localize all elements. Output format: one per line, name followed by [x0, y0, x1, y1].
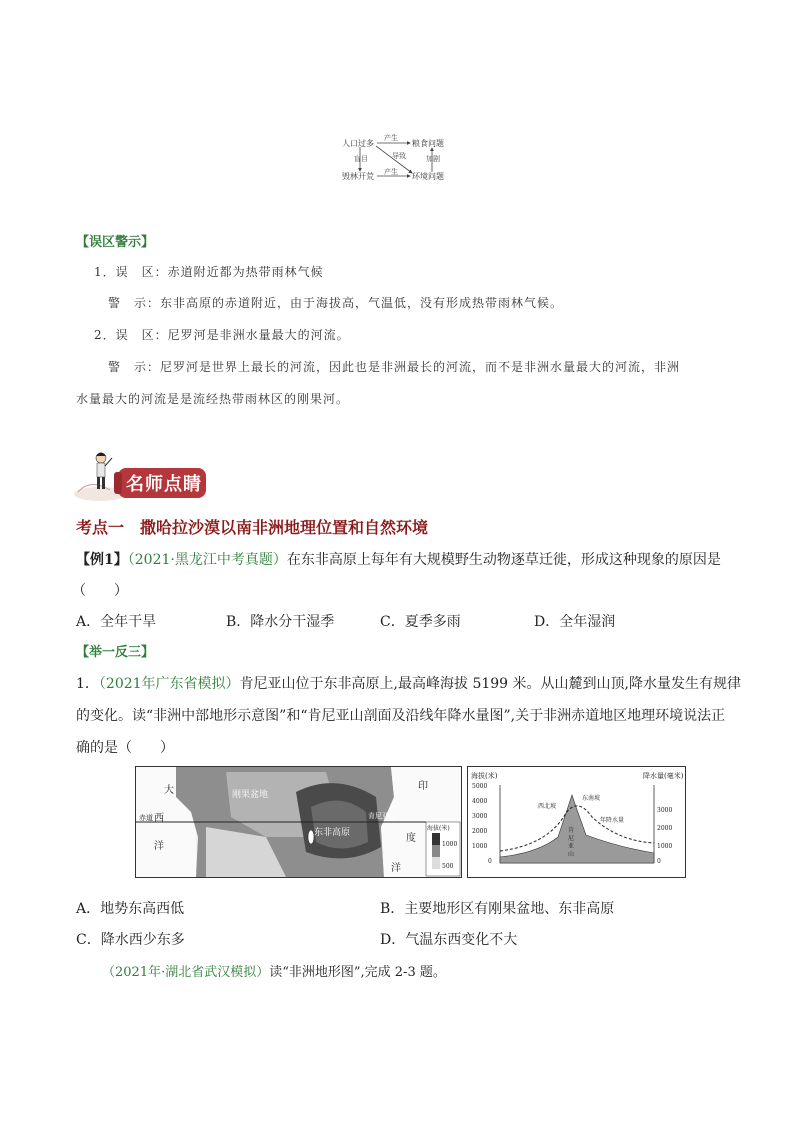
example-1-text: 在东非高原上每年有大规模野生动物逐草迁徙，形成这种现象的原因是 [286, 552, 721, 568]
mistake-1: 1．误 区：赤道附近都为热带雨林气候 [94, 265, 324, 279]
question-1-option-c: C．降水西少东多 [76, 932, 185, 948]
profile-left-tick-4000: 4000 [472, 798, 488, 805]
profile-mountain-char-3: 亚 [568, 843, 575, 850]
profile-left-tick-5000: 5000 [472, 783, 488, 790]
profile-mountain-char-1: 肯 [568, 827, 575, 834]
flow-node-food: 粮食问题 [412, 139, 444, 148]
example-1-option-c: C．夏季多雨 [380, 614, 461, 630]
question-1-line2: 的变化。读“非洲中部地形示意图”和“肯尼亚山剖面及沿线年降水量图”,关于非洲赤道地区地理环境说法正 [76, 708, 726, 724]
profile-left-tick-1000: 1000 [472, 843, 488, 850]
example-1-option-d: D．全年湿润 [534, 614, 616, 630]
question-1-line1 [76, 673, 741, 693]
next-questions-source: （2021年·湖北省武汉模拟） [102, 965, 270, 980]
profile-left-tick-0: 0 [488, 858, 492, 865]
map-label-atlantic-3: 洋 [154, 841, 164, 852]
profile-graphic [468, 767, 685, 877]
central-africa-terrain-map [135, 766, 462, 878]
flow-node-deforestation: 毁林开荒 [342, 172, 374, 181]
question-1-option-d: D．气温东西变化不大 [380, 932, 518, 948]
example-1-option-b: B．降水分干湿季 [226, 614, 335, 630]
map-label-indian-3: 洋 [391, 863, 401, 874]
flow-label-produce-top: 产生 [384, 134, 398, 142]
profile-right-tick-2000: 2000 [657, 825, 673, 832]
map-legend-1000: 1000 [442, 841, 458, 848]
profile-label-precip: 年降水量 [600, 817, 625, 824]
mistake-1-warning: 警 示：东非高原的赤道附近，由于海拔高，气温低，没有形成热带雨林气候。 [108, 296, 564, 310]
example-1-source: （2021·黑龙江中考真题） [127, 552, 287, 568]
profile-label-se-slope: 东南坡 [582, 795, 601, 802]
question-1-source: （2021年广东省模拟） [98, 676, 240, 692]
profile-left-title: 海拔(米) [471, 772, 498, 780]
example-1-option-a: A．全年干旱 [76, 614, 157, 630]
mistake-2-warning-line1: 警 示：尼罗河是世界上最长的河流，因此也是非洲最长的河流，而不是非洲水量最大的河流，非洲 [108, 360, 681, 374]
teacher-tips-banner [70, 448, 210, 504]
mistakes-tag: 【误区警示】 [76, 235, 155, 250]
flow-label-blind: 盲目 [354, 155, 368, 163]
mistake-2-warning-line2: 水量最大的河流是是流经热带雨林区的刚果河。 [76, 392, 350, 406]
flow-node-environment: 环境问题 [412, 172, 444, 181]
kenya-profile-chart [467, 766, 686, 878]
map-label-congo-basin: 刚果盆地 [232, 790, 269, 800]
question-1-line3: 确的是（ ） [76, 740, 174, 756]
profile-label-nw-slope: 西北坡 [538, 803, 557, 810]
map-label-equator: 赤道 [139, 814, 153, 822]
question-1-text-1: 肯尼亚山位于东非高原上,最高峰海拔 5199 米。从山麓到山顶,降水量发生有规律 [239, 676, 741, 692]
example-1-prefix: 【例1】 [76, 552, 128, 568]
profile-left-tick-2000: 2000 [472, 828, 488, 835]
map-label-kenya: 肯尼亚山 [368, 812, 396, 820]
profile-mountain-char-2: 尼 [568, 835, 575, 842]
profile-right-tick-0: 0 [657, 858, 661, 865]
question-1-option-b: B．主要地形区有刚果盆地、东非高原 [380, 901, 615, 917]
next-questions-intro [102, 961, 446, 980]
profile-mountain-char-4: 山 [568, 851, 575, 858]
flow-node-population: 人口过多 [342, 139, 374, 148]
flow-label-cause: 导致 [392, 152, 406, 160]
example-1-paren: （ ） [72, 583, 128, 599]
map-label-indian-1: 印 [418, 781, 428, 792]
profile-right-tick-3000: 3000 [657, 807, 673, 814]
map-legend-500: 500 [442, 863, 454, 870]
map-label-atlantic-1: 大 [164, 785, 174, 796]
map-label-indian-2: 度 [406, 833, 416, 844]
question-1-number: 1． [76, 676, 99, 692]
profile-left-tick-3000: 3000 [472, 813, 488, 820]
key-point-heading: 考点一 撒哈拉沙漠以南非洲地理位置和自然环境 [76, 518, 429, 537]
map-label-east-african-plateau: 东非高原 [314, 828, 351, 838]
profile-right-tick-1000: 1000 [657, 843, 673, 850]
map-terrain [136, 767, 461, 877]
example-1-stem [76, 549, 721, 569]
question-1-option-a: A．地势东高西低 [76, 901, 185, 917]
practice-tag: 【举一反三】 [76, 645, 155, 660]
map-label-atlantic-2: 西 [154, 813, 164, 824]
profile-right-title: 降水量(毫米) [643, 772, 684, 780]
flow-label-aggravate: 加剧 [426, 155, 440, 163]
next-questions-text: 读“非洲地形图”,完成 2-3 题。 [269, 965, 446, 980]
map-legend-title: 海拔(米) [427, 825, 450, 832]
flow-label-produce-bottom: 产生 [384, 168, 398, 176]
flow-diagram [340, 136, 460, 188]
banner-title: 名师点睛 [126, 474, 202, 495]
mistake-2: 2．误 区：尼罗河是非洲水量最大的河流。 [94, 328, 350, 342]
